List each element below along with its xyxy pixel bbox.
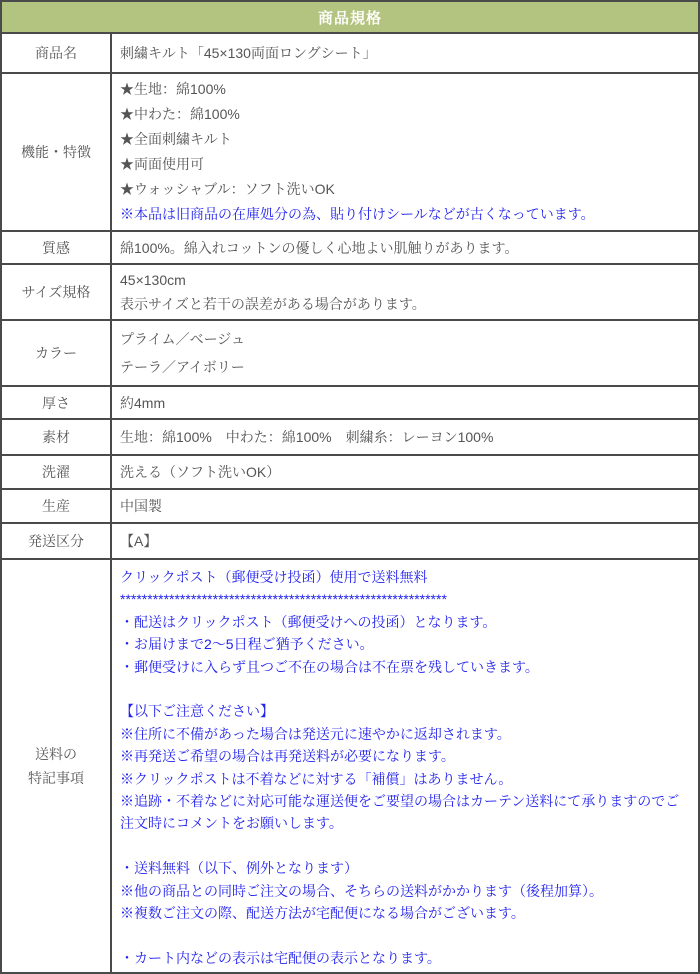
shipping-note-blank bbox=[120, 678, 690, 700]
row-material bbox=[1, 419, 699, 455]
value-production: 中国製 bbox=[111, 489, 699, 523]
shipping-note-line: ・お届けまで2～5日程ご猶予ください。 bbox=[120, 636, 374, 653]
shipping-note-line: ・送料無料（以下、例外となります） bbox=[120, 860, 358, 877]
label-shipping-class: 発送区分 bbox=[1, 523, 111, 559]
shipping-note-line: ※クリックポストは不着などに対する「補償」はありません。 bbox=[120, 770, 513, 787]
shipping-note-line: ※住所に不備があった場合は発送元に速やかに返却されます。 bbox=[120, 725, 511, 742]
row-production bbox=[1, 489, 699, 523]
row-washing bbox=[1, 455, 699, 489]
value-shipping-notes bbox=[111, 559, 699, 973]
label-production: 生産 bbox=[1, 489, 111, 523]
shipping-note-blank bbox=[120, 835, 690, 857]
value-color bbox=[111, 320, 699, 386]
label-features: 機能・特徴 bbox=[1, 73, 111, 231]
value-product-name: 刺繍キルト「45×130両面ロングシート」 bbox=[111, 33, 699, 73]
shipping-note-line: ・郵便受けに入らず且つご不在の場合は不在票を残していきます。 bbox=[120, 658, 539, 675]
label-washing: 洗濯 bbox=[1, 455, 111, 489]
label-material: 素材 bbox=[1, 419, 111, 455]
shipping-note-line: ・カート内などの表示は宅配便の表示となります。 bbox=[120, 949, 441, 966]
label-size: サイズ規格 bbox=[1, 264, 111, 320]
row-shipping-notes bbox=[1, 559, 699, 973]
row-size bbox=[1, 264, 699, 320]
row-thickness bbox=[1, 386, 699, 419]
value-size bbox=[111, 264, 699, 320]
row-shipping-class bbox=[1, 523, 699, 559]
color-line: プライム／ベージュ bbox=[120, 331, 246, 347]
label-shipping-notes-line1: 送料の bbox=[35, 746, 77, 763]
row-texture bbox=[1, 231, 699, 264]
shipping-note-line: クリックポスト（郵便受け投函）使用で送料無料 bbox=[120, 569, 428, 585]
value-thickness: 約4mm bbox=[111, 386, 699, 419]
label-shipping-notes bbox=[1, 559, 111, 973]
table-title: 商品規格 bbox=[1, 1, 699, 33]
shipping-note-line: ※追跡・不着などに対応可能な運送便をご要望の場合はカーテン送料にて承りますのでご注文時にコメントをお願いします。 bbox=[120, 793, 680, 832]
feature-line: ★生地：綿100% bbox=[120, 81, 226, 97]
feature-line: ★全面刺繍キルト bbox=[120, 131, 232, 147]
feature-line: ★中わた：綿100% bbox=[120, 106, 240, 122]
value-texture: 綿100%。綿入れコットンの優しく心地よい肌触りがあります。 bbox=[111, 231, 699, 264]
row-features bbox=[1, 73, 699, 231]
value-washing: 洗える（ソフト洗いOK） bbox=[111, 455, 699, 489]
shipping-note-blank bbox=[120, 924, 690, 946]
label-thickness: 厚さ bbox=[1, 386, 111, 419]
label-shipping-notes-line2: 特記事項 bbox=[28, 770, 84, 787]
feature-line: ★両面使用可 bbox=[120, 156, 204, 172]
shipping-note-line: ・配送はクリックポスト（郵便受けへの投函）となります。 bbox=[120, 613, 497, 630]
color-line: テーラ／アイボリー bbox=[120, 359, 245, 375]
feature-note: ※本品は旧商品の在庫処分の為、貼り付けシールなどが古くなっています。 bbox=[120, 206, 595, 222]
shipping-note-line: ※他の商品との同時ご注文の場合、そちらの送料がかかります（後程加算）。 bbox=[120, 882, 603, 899]
row-product-name bbox=[1, 33, 699, 73]
label-product-name: 商品名 bbox=[1, 33, 111, 73]
value-shipping-class: 【A】 bbox=[111, 523, 699, 559]
shipping-note-line: ※再発送ご希望の場合は再発送料が必要になります。 bbox=[120, 748, 455, 765]
value-features bbox=[111, 73, 699, 231]
shipping-note-line: ※複数ご注文の際、配送方法が宅配便になる場合がございます。 bbox=[120, 905, 525, 922]
value-material: 生地：綿100% 中わた：綿100% 刺繍糸：レーヨン100% bbox=[111, 419, 699, 455]
table-header-row bbox=[1, 1, 699, 33]
shipping-note-line: 【以下ご注意ください】 bbox=[120, 703, 274, 720]
size-line: 表示サイズと若干の誤差がある場合があります。 bbox=[120, 296, 426, 312]
label-color: カラー bbox=[1, 320, 111, 386]
size-line: 45×130cm bbox=[120, 272, 186, 288]
shipping-note-divider: ************************************************************ bbox=[120, 591, 447, 608]
row-color bbox=[1, 320, 699, 386]
label-texture: 質感 bbox=[1, 231, 111, 264]
feature-line: ★ウォッシャブル：ソフト洗いOK bbox=[120, 181, 335, 197]
